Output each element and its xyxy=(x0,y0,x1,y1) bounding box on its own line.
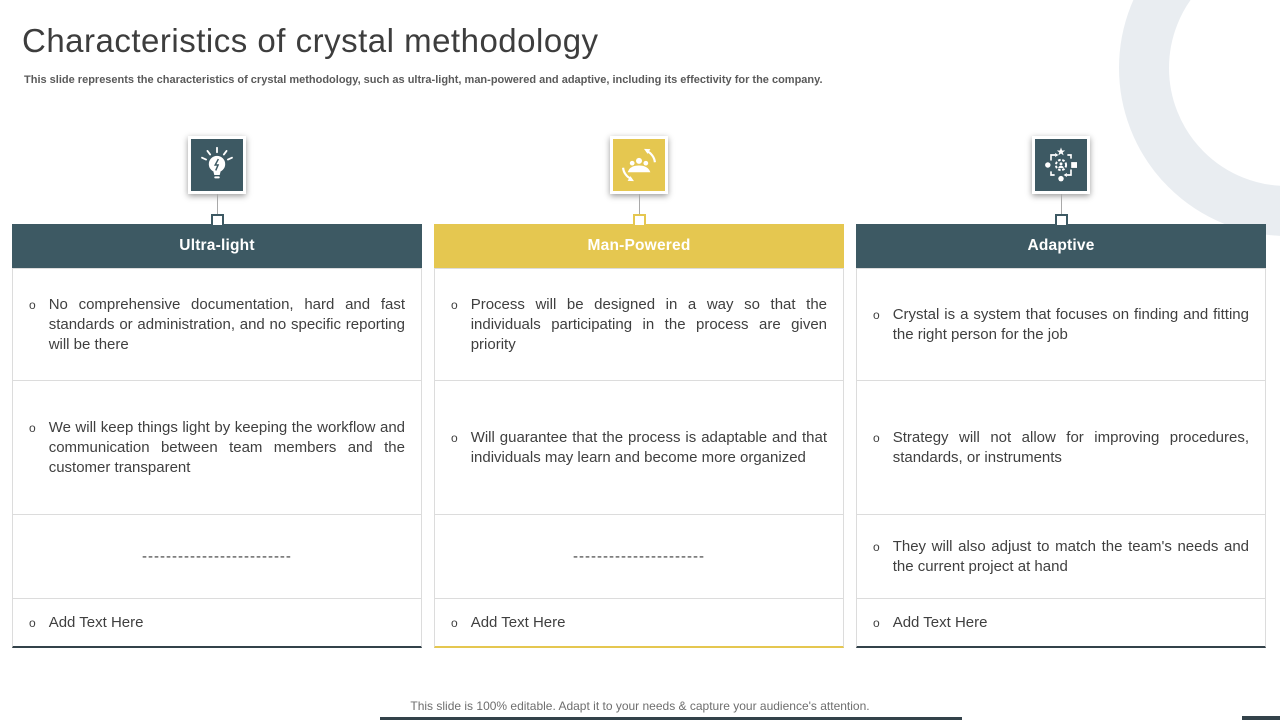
table-cell[interactable] xyxy=(857,598,1265,646)
connector-line xyxy=(1061,194,1062,214)
cell-text: We will keep things light by keeping the workflow and communication between team members and the customer transparent xyxy=(48,418,405,476)
column-man-powered xyxy=(434,136,844,648)
team-cycle-icon xyxy=(610,136,668,194)
cell-text: They will also adjust to match the team's needs and the current project at hand xyxy=(892,537,1249,575)
bullet-marker: o xyxy=(451,430,458,445)
column-adaptive xyxy=(856,136,1266,648)
connector-node xyxy=(211,214,224,227)
connector-node xyxy=(633,214,646,227)
connector-line xyxy=(639,194,640,214)
adaptive-process-icon xyxy=(1032,136,1090,194)
table-cell xyxy=(13,268,421,380)
column-cells xyxy=(856,268,1266,648)
page-title: Characteristics of crystal methodology xyxy=(22,22,599,59)
connector-node xyxy=(1055,214,1068,227)
cell-text: Will guarantee that the process is adaptable and that individuals may learn and become more organized xyxy=(470,428,827,466)
cell-text: Crystal is a system that focuses on finding and fitting the right person for the job xyxy=(892,305,1249,343)
add-text-placeholder[interactable]: Add Text Here xyxy=(470,613,566,631)
bullet-marker: o xyxy=(29,297,36,312)
table-cell xyxy=(435,380,843,514)
add-text-placeholder[interactable]: Add Text Here xyxy=(892,613,988,631)
bullet-marker: o xyxy=(873,307,880,322)
bullet-marker: o xyxy=(451,615,458,630)
column-header-label: Ultra-light xyxy=(179,237,255,254)
dashes-placeholder: ---------------------- xyxy=(573,547,705,565)
add-text-placeholder[interactable]: Add Text Here xyxy=(48,613,144,631)
column-cells xyxy=(434,268,844,648)
table-cell xyxy=(435,514,843,598)
column-header-label: Man-Powered xyxy=(587,237,691,254)
corner-accent-bar xyxy=(1242,716,1280,720)
table-cell xyxy=(857,514,1265,598)
cell-text: No comprehensive documentation, hard and fast standards or administration, and no specific reporting will be there xyxy=(48,295,405,353)
column-header-label: Adaptive xyxy=(1027,237,1095,254)
table-cell xyxy=(13,514,421,598)
table-cell xyxy=(857,380,1265,514)
lightbulb-icon xyxy=(188,136,246,194)
column-header-man-powered xyxy=(434,224,844,268)
table-cell xyxy=(857,268,1265,380)
bullet-marker: o xyxy=(451,297,458,312)
cell-text: Process will be designed in a way so that the individuals participating in the process are given priority xyxy=(470,295,827,353)
footer-note: This slide is 100% editable. Adapt it to your needs & capture your audience's attention. xyxy=(410,699,870,713)
table-cell[interactable] xyxy=(13,598,421,646)
column-header-adaptive xyxy=(856,224,1266,268)
page-subtitle: This slide represents the characteristics of crystal methodology, such as ultra-light, man-powered and adaptive, including its effectivity for the company. xyxy=(24,74,823,86)
dashes-placeholder: ------------------------- xyxy=(142,547,292,565)
connector-line xyxy=(217,194,218,214)
cell-text: Strategy will not allow for improving procedures, standards, or instruments xyxy=(892,428,1249,466)
bullet-marker: o xyxy=(873,430,880,445)
table-cell[interactable] xyxy=(435,598,843,646)
column-ultra-light xyxy=(12,136,422,648)
column-header-ultra-light xyxy=(12,224,422,268)
table-cell xyxy=(13,380,421,514)
column-cells xyxy=(12,268,422,648)
bullet-marker: o xyxy=(873,539,880,554)
columns-board xyxy=(12,136,1266,648)
table-cell xyxy=(435,268,843,380)
bullet-marker: o xyxy=(29,615,36,630)
bullet-marker: o xyxy=(29,420,36,435)
bullet-marker: o xyxy=(873,615,880,630)
